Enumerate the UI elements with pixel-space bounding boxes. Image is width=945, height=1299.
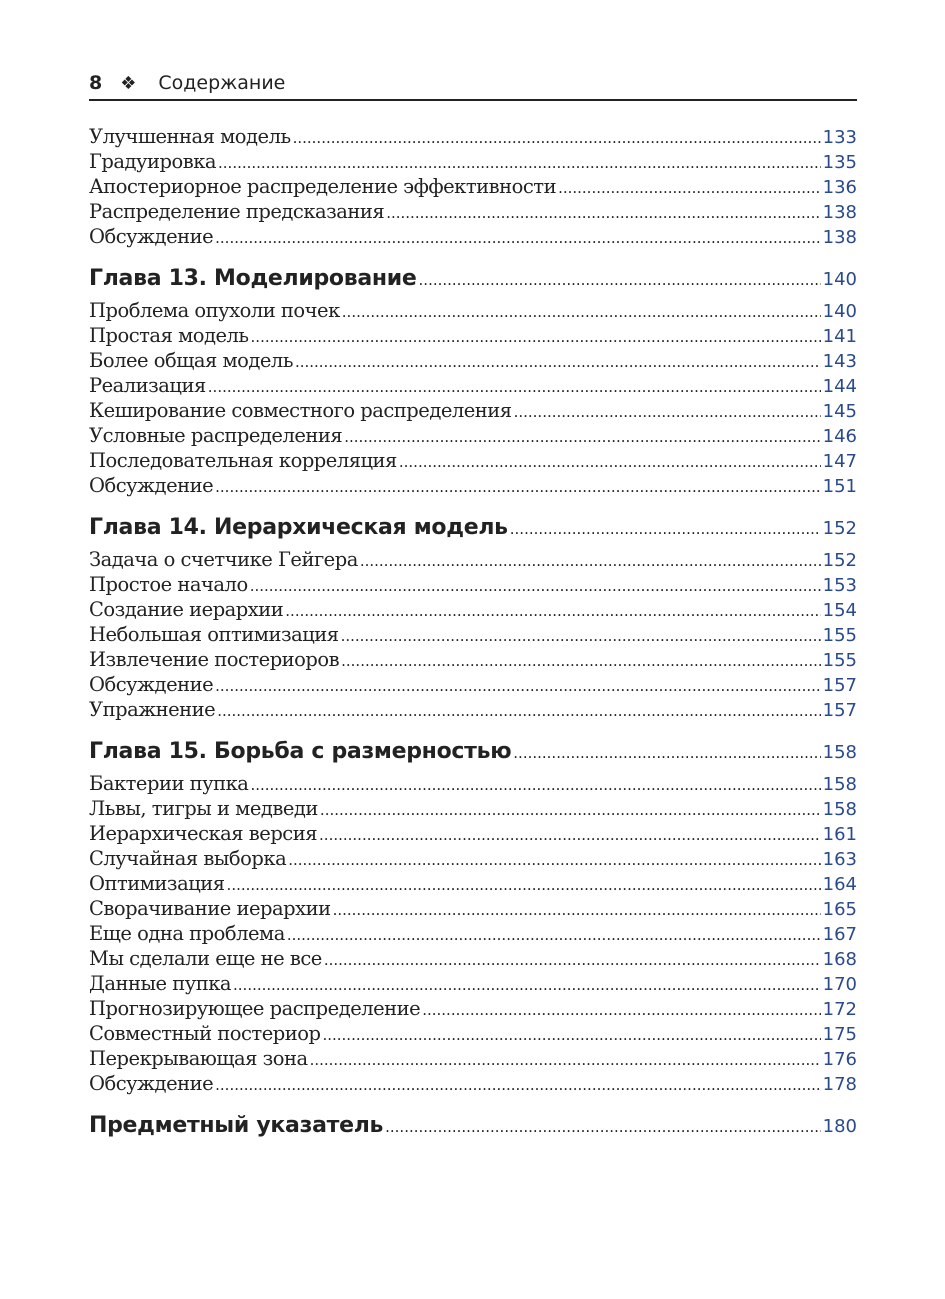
leader-dots xyxy=(285,602,820,620)
toc-page-number: 146 xyxy=(822,426,857,447)
toc-entry[interactable] xyxy=(89,150,857,175)
toc-entry[interactable] xyxy=(89,972,857,997)
toc-entry-label: Мы сделали еще не все xyxy=(89,947,322,970)
toc-entry-label: Прогнозирующее распределение xyxy=(89,997,421,1020)
toc-entry[interactable] xyxy=(89,947,857,972)
leader-dots xyxy=(341,652,821,670)
leader-dots xyxy=(385,1118,821,1136)
toc-entry-label: Обсуждение xyxy=(89,1072,214,1095)
running-header xyxy=(89,64,857,101)
toc-entry[interactable] xyxy=(89,1072,857,1097)
leader-dots xyxy=(558,179,821,197)
book-page xyxy=(89,64,857,1146)
toc-page-number: 155 xyxy=(822,650,857,671)
page-number: 8 xyxy=(89,72,103,94)
toc-page-number: 170 xyxy=(822,974,857,995)
toc-page-number: 155 xyxy=(822,625,857,646)
toc-entry[interactable] xyxy=(89,548,857,573)
toc-entry-label: Оптимизация xyxy=(89,872,225,895)
leader-dots xyxy=(233,976,821,994)
toc-page-number: 157 xyxy=(822,675,857,696)
leader-dots xyxy=(342,303,821,321)
leader-dots xyxy=(386,204,820,222)
toc-page-number: 152 xyxy=(822,550,857,571)
toc-entry-label: Простая модель xyxy=(89,324,249,347)
toc-entry[interactable] xyxy=(89,648,857,673)
toc-entry-label: Небольшая оптимизация xyxy=(89,623,339,646)
toc-entry[interactable] xyxy=(89,175,857,200)
leader-dots xyxy=(422,1001,820,1019)
toc-entry-label: Распределение предсказания xyxy=(89,200,385,223)
chapter-title: Глава 15. Борьба с размерностью xyxy=(89,739,512,764)
leader-dots xyxy=(250,577,821,595)
toc-page-number: 163 xyxy=(822,849,857,870)
leader-dots xyxy=(344,428,820,446)
toc-entry-label: Последовательная корреляция xyxy=(89,449,397,472)
toc-entry[interactable] xyxy=(89,474,857,499)
toc-entry[interactable] xyxy=(89,598,857,623)
leader-dots xyxy=(319,826,821,844)
toc-entry[interactable] xyxy=(89,673,857,698)
toc-entry[interactable] xyxy=(89,698,857,723)
toc-entry[interactable] xyxy=(89,772,857,797)
leader-dots xyxy=(287,926,821,944)
leader-dots xyxy=(215,677,821,695)
toc-entry[interactable] xyxy=(89,573,857,598)
toc-page-number: 157 xyxy=(822,700,857,721)
toc-page-number: 168 xyxy=(822,949,857,970)
toc-entry-label: Упражнение xyxy=(89,698,216,721)
toc-entry-label: Условные распределения xyxy=(89,424,343,447)
leader-dots xyxy=(510,520,821,538)
leader-dots xyxy=(295,353,821,371)
toc-page-number: 141 xyxy=(822,326,857,347)
toc-entry-label: Обсуждение xyxy=(89,225,214,248)
toc-chapter-15[interactable] xyxy=(89,739,857,772)
toc-page-number: 167 xyxy=(822,924,857,945)
toc-entry[interactable] xyxy=(89,299,857,324)
leader-dots xyxy=(288,851,820,869)
toc-entry-label: Иерархическая версия xyxy=(89,822,318,845)
toc-entry[interactable] xyxy=(89,872,857,897)
toc-page-number: 135 xyxy=(822,152,857,173)
toc-entry[interactable] xyxy=(89,324,857,349)
toc-page-number: 152 xyxy=(822,518,857,539)
toc-page-number: 147 xyxy=(822,451,857,472)
toc-entry-label: Совместный постериор xyxy=(89,1022,321,1045)
leader-dots xyxy=(513,744,820,762)
toc-page-number: 175 xyxy=(822,1024,857,1045)
toc-entry[interactable] xyxy=(89,200,857,225)
leader-dots xyxy=(215,478,821,496)
leader-dots xyxy=(293,129,821,147)
toc-page-number: 136 xyxy=(822,177,857,198)
leader-dots xyxy=(251,328,821,346)
running-title: Содержание xyxy=(158,72,286,94)
leader-dots xyxy=(250,776,820,794)
leader-dots xyxy=(215,1076,821,1094)
toc-entry-label: Более общая модель xyxy=(89,349,293,372)
toc-entry-label: Задача о счетчике Гейгера xyxy=(89,548,358,571)
toc-entry[interactable] xyxy=(89,1047,857,1072)
toc-entry-label: Проблема опухоли почек xyxy=(89,299,340,322)
toc-entry-label: Улучшенная модель xyxy=(89,125,291,148)
toc-page-number: 138 xyxy=(822,202,857,223)
ornament-icon: ❖ xyxy=(120,73,137,94)
toc-entry-label: Перекрывающая зона xyxy=(89,1047,308,1070)
toc-page-number: 154 xyxy=(822,600,857,621)
toc-entry-label: Простое начало xyxy=(89,573,248,596)
toc-entry[interactable] xyxy=(89,822,857,847)
toc-entry-label: Извлечение постериоров xyxy=(89,648,340,671)
leader-dots xyxy=(514,403,821,421)
toc-page-number: 161 xyxy=(822,824,857,845)
toc-entry-label: Градуировка xyxy=(89,150,217,173)
leader-dots xyxy=(218,154,821,172)
leader-dots xyxy=(322,1026,820,1044)
toc-page-number: 164 xyxy=(822,874,857,895)
leader-dots xyxy=(217,702,820,720)
toc-entry-label: Бактерии пупка xyxy=(89,772,249,795)
toc-entry[interactable] xyxy=(89,125,857,150)
leader-dots xyxy=(333,901,821,919)
toc-page-number: 145 xyxy=(822,401,857,422)
toc-page-number: 140 xyxy=(822,269,857,290)
toc-page-number: 178 xyxy=(822,1074,857,1095)
chapter-title: Глава 13. Моделирование xyxy=(89,266,417,291)
toc-entry[interactable] xyxy=(89,847,857,872)
leader-dots xyxy=(360,552,821,570)
leader-dots xyxy=(208,378,821,396)
leader-dots xyxy=(227,876,821,894)
toc-entry[interactable] xyxy=(89,349,857,374)
toc-entry-label: Еще одна проблема xyxy=(89,922,285,945)
toc-chapter-13[interactable] xyxy=(89,266,857,299)
leader-dots xyxy=(419,271,821,289)
table-of-contents xyxy=(89,125,857,1146)
toc-page-number: 138 xyxy=(822,227,857,248)
toc-index[interactable] xyxy=(89,1113,857,1146)
toc-entry-label: Апостериорное распределение эффективности xyxy=(89,175,557,198)
toc-page-number: 143 xyxy=(822,351,857,372)
leader-dots xyxy=(215,229,821,247)
toc-entry-label: Случайная выборка xyxy=(89,847,287,870)
toc-entry[interactable] xyxy=(89,399,857,424)
toc-entry-label: Создание иерархии xyxy=(89,598,284,621)
toc-page-number: 158 xyxy=(822,742,857,763)
toc-chapter-14[interactable] xyxy=(89,515,857,548)
toc-page-number: 180 xyxy=(822,1116,857,1137)
toc-entry-label: Обсуждение xyxy=(89,474,214,497)
toc-entry[interactable] xyxy=(89,225,857,250)
leader-dots xyxy=(341,627,821,645)
leader-dots xyxy=(310,1051,821,1069)
toc-page-number: 165 xyxy=(822,899,857,920)
toc-entry-label: Реализация xyxy=(89,374,206,397)
toc-entry-label: Данные пупка xyxy=(89,972,232,995)
toc-page-number: 172 xyxy=(822,999,857,1020)
toc-page-number: 153 xyxy=(822,575,857,596)
chapter-title: Предметный указатель xyxy=(89,1113,384,1138)
toc-entry-label: Львы, тигры и медведи xyxy=(89,797,318,820)
toc-page-number: 151 xyxy=(822,476,857,497)
leader-dots xyxy=(324,951,821,969)
chapter-title: Глава 14. Иерархическая модель xyxy=(89,515,508,540)
toc-entry[interactable] xyxy=(89,424,857,449)
toc-page-number: 144 xyxy=(822,376,857,397)
toc-page-number: 158 xyxy=(822,774,857,795)
toc-page-number: 158 xyxy=(822,799,857,820)
toc-entry[interactable] xyxy=(89,997,857,1022)
toc-entry-label: Обсуждение xyxy=(89,673,214,696)
toc-entry[interactable] xyxy=(89,374,857,399)
toc-entry[interactable] xyxy=(89,797,857,822)
toc-entry[interactable] xyxy=(89,1022,857,1047)
toc-page-number: 140 xyxy=(822,301,857,322)
toc-page-number: 133 xyxy=(822,127,857,148)
leader-dots xyxy=(320,801,821,819)
toc-entry[interactable] xyxy=(89,623,857,648)
toc-entry-label: Кеширование совместного распределения xyxy=(89,399,512,422)
toc-entry[interactable] xyxy=(89,922,857,947)
toc-entry-label: Сворачивание иерархии xyxy=(89,897,331,920)
toc-entry[interactable] xyxy=(89,897,857,922)
leader-dots xyxy=(399,453,821,471)
toc-entry[interactable] xyxy=(89,449,857,474)
toc-page-number: 176 xyxy=(822,1049,857,1070)
